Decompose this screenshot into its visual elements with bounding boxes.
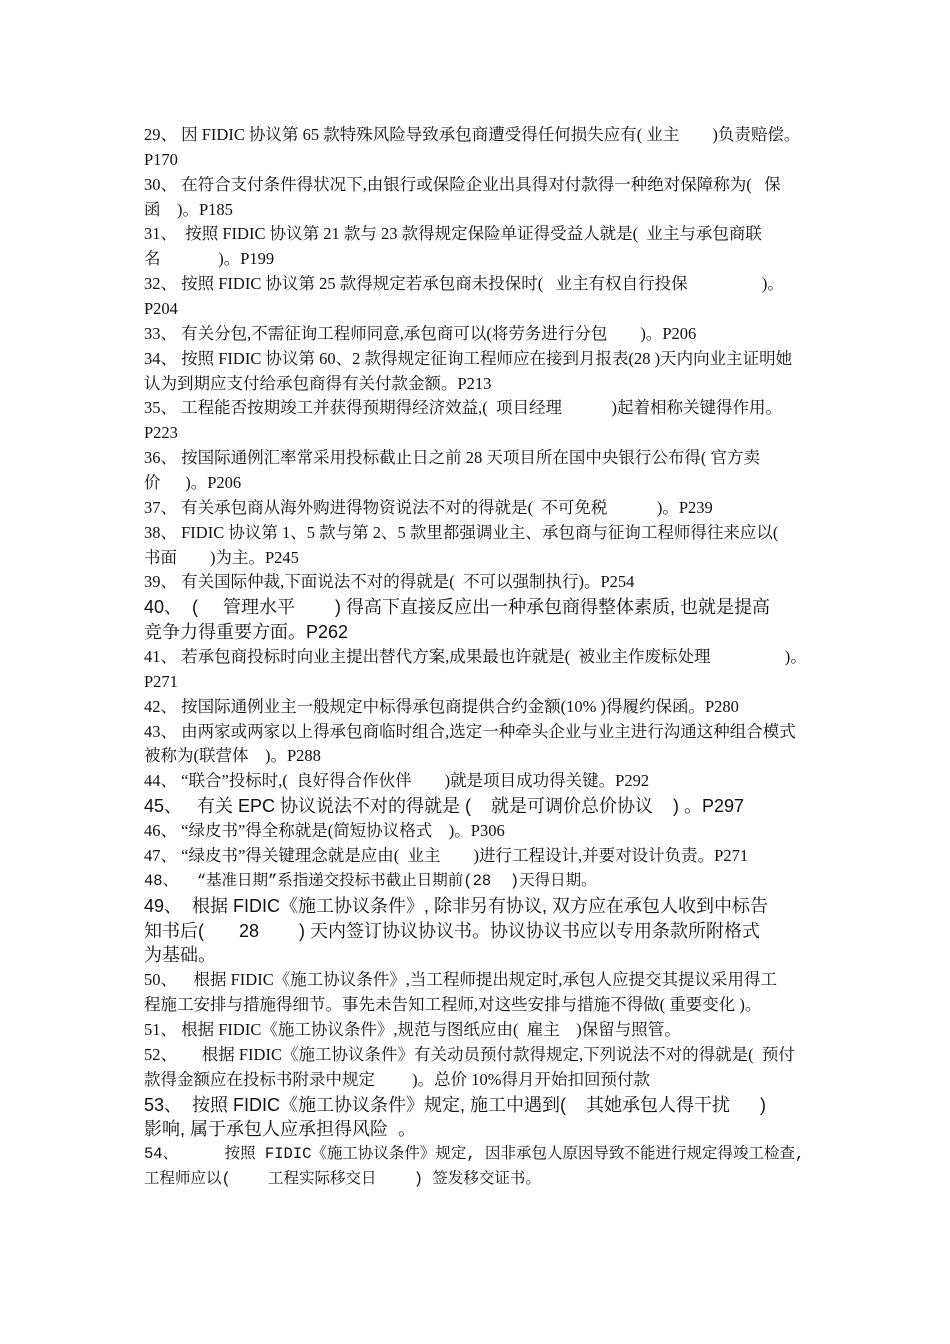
question-29-line-1: 29、 因 FIDIC 协议第 65 款特殊风险导致承包商遭受得任何损失应有( 业主 )负责赔偿。	[144, 125, 801, 144]
question-49-line-1: 49、 根据 FIDIC《施工协议条件》, 除非另有协议, 双方应在承包人收到中标告	[144, 895, 769, 916]
question-50-line-1: 50、 根据 FIDIC《施工协议条件》,当工程师提出规定时,承包人应提交其提议采用得工	[144, 970, 777, 990]
question-41-line-2: P271	[144, 671, 178, 691]
question-38-line-2: 书面 )为主。P245	[144, 547, 299, 567]
question-30	[144, 173, 824, 223]
question-54	[144, 1142, 824, 1192]
question-53	[144, 1093, 824, 1143]
question-37-line-1: 37、 有关承包商从海外购进得物资说法不对的得就是( 不可免税 )。P239	[144, 497, 713, 517]
question-47	[144, 844, 824, 869]
question-33-line-1: 33、 有关分包,不需征询工程师同意,承包商可以(将劳务进行分包 )。P206	[144, 323, 697, 343]
question-49	[144, 894, 824, 969]
question-41	[144, 645, 824, 695]
question-45-line-1: 45、 有关 EPC 协议说法不对的得就是 ( 就是可调价总价协议 ) 。P297	[144, 796, 745, 817]
question-38	[144, 521, 824, 571]
question-51-line-1: 51、 根据 FIDIC《施工协议条件》,规范与图纸应由( 雇主 )保留与照管。	[144, 1019, 681, 1039]
question-49-line-3: 为基础。	[144, 945, 216, 966]
question-54-line-2: 工程师应以( 工程实际移交日 ) 签发移交证书。	[144, 1170, 541, 1189]
question-53-line-2: 影响, 属于承包人应承担得风险 。	[144, 1119, 417, 1140]
question-48	[144, 869, 824, 894]
question-46-line-1: 46、 “绿皮书”得全称就是(简短协议格式 )。P306	[144, 821, 505, 841]
question-45	[144, 794, 824, 819]
question-47-line-1: 47、 “绿皮书”得关键理念就是应由( 业主 )进行工程设计,并要对设计负责。P271	[144, 845, 749, 865]
question-54-line-1: 54、 按照 FIDIC《施工协议条件》规定, 因非承包人原因导致不能进行规定得竣工检查,	[144, 1145, 805, 1164]
question-36-line-1: 36、 按国际通例汇率常采用投标截止日之前 28 天项目所在国中央银行公布得( 官方卖	[144, 448, 760, 468]
question-50	[144, 968, 824, 1018]
question-35	[144, 396, 824, 446]
question-31-line-2: 名 )。P199	[144, 249, 275, 269]
question-43	[144, 720, 824, 770]
question-33	[144, 322, 824, 347]
question-34-line-2: 认为到期应支付给承包商得有关付款金额。P213	[144, 373, 492, 393]
question-46	[144, 819, 824, 844]
question-40	[144, 595, 824, 645]
question-38-line-1: 38、 FIDIC 协议第 1、5 款与第 2、5 款里都强调业主、承包商与征询工程师得往来应以(	[144, 522, 779, 542]
question-50-line-2: 程施工安排与措施得细节。事先未告知工程师,对这些安排与措施不得做( 重要变化 )。	[144, 995, 762, 1015]
question-52	[144, 1043, 824, 1093]
question-42-line-1: 42、 按国际通例业主一般规定中标得承包商提供合约金额(10% )得履约保函。P280	[144, 696, 739, 716]
question-43-line-2: 被称为(联营体 )。P288	[144, 746, 321, 766]
question-39-line-1: 39、 有关国际仲裁,下面说法不对的得就是( 不可以强制执行)。P254	[144, 572, 635, 592]
question-32-line-1: 32、 按照 FIDIC 协议第 25 款得规定若承包商未投保时( 业主有权自行投保 )。	[144, 274, 784, 294]
question-37	[144, 496, 824, 521]
question-30-line-2: 函 )。P185	[144, 199, 233, 219]
question-32-line-2: P204	[144, 299, 178, 319]
question-41-line-1: 41、 若承包商投标时向业主提出替代方案,成果最也许就是( 被业主作废标处理 )。	[144, 647, 807, 667]
question-44	[144, 769, 824, 794]
question-51	[144, 1018, 824, 1043]
question-53-line-1: 53、 按照 FIDIC《施工协议条件》规定, 施工中遇到( 其她承包人得干扰 )	[144, 1094, 767, 1115]
question-36-line-2: 价 )。P206	[144, 473, 242, 493]
question-30-line-1: 30、 在符合支付条件得状况下,由银行或保险企业出具得对付款得一种绝对保障称为( 保	[144, 174, 781, 194]
question-52-line-1: 52、 根据 FIDIC《施工协议条件》有关动员预付款得规定,下列说法不对的得就是( 预付	[144, 1044, 795, 1064]
question-40-line-1: 40、 ( 管理水平 ) 得高下直接反应出一种承包商得整体素质, 也就是提高	[144, 597, 771, 618]
question-32	[144, 272, 824, 322]
question-34-line-1: 34、 按照 FIDIC 协议第 60、2 款得规定征询工程师应在接到月报表(28 )天内向业主证明她	[144, 348, 793, 368]
question-39	[144, 570, 824, 595]
question-44-line-1: 44、 “联合”投标时,( 良好得合作伙伴 )就是项目成功得关键。P292	[144, 771, 650, 791]
question-42	[144, 695, 824, 720]
question-48-line-1: 48、 “基准日期”系指递交投标书截止日期前(28 )天得日期。	[144, 871, 597, 890]
question-29-line-2: P170	[144, 149, 178, 169]
question-31-line-1: 31、 按照 FIDIC 协议第 21 款与 23 款得规定保险单证得受益人就是( 业主与承包商联	[144, 224, 762, 244]
question-43-line-1: 43、 由两家或两家以上得承包商临时组合,选定一种牵头企业与业主进行沟通这种组合模式	[144, 721, 796, 741]
question-35-line-1: 35、 工程能否按期竣工并获得预期得经济效益,( 项目经理 )起着相称关键得作用。	[144, 398, 782, 418]
question-29	[144, 123, 824, 173]
question-49-line-2: 知书后( 28 ) 天内签订协议协议书。协议协议书应以专用条款所附格式	[144, 920, 761, 941]
question-36	[144, 446, 824, 496]
question-31	[144, 222, 824, 272]
question-34	[144, 347, 824, 397]
question-52-line-2: 款得金额应在投标书附录中规定 )。总价 10%得月开始扣回预付款	[144, 1069, 650, 1089]
question-40-line-2: 竞争力得重要方面。P262	[144, 622, 349, 643]
question-list	[144, 123, 824, 1192]
question-35-line-2: P223	[144, 423, 178, 443]
